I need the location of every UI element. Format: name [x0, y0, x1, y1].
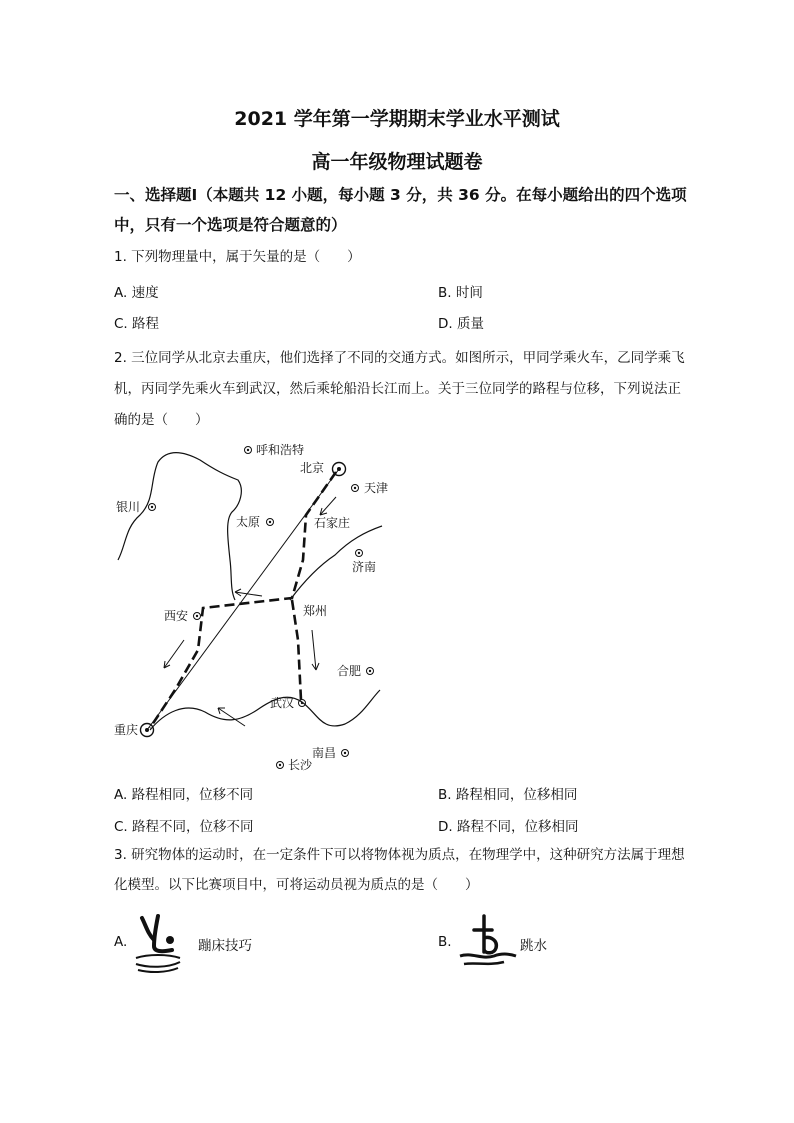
q2-option-d: D. 路程不同，位移相同 [438, 819, 579, 835]
label-nanchang: 南昌 [312, 746, 337, 760]
q2-stem-line3: 确的是（ ） [114, 412, 209, 428]
label-taiyuan: 太原 [236, 515, 261, 529]
q1-option-c: C. 路程 [114, 316, 160, 332]
q3-option-b-letter: B. [438, 934, 452, 950]
direction-arrow-5 [218, 708, 245, 726]
q1-option-b: B. 时间 [438, 285, 483, 301]
section-heading-line1: 一、选择题Ⅰ（本题共 12 小题，每小题 3 分，共 36 分。在每小题给出的四个选项 [114, 186, 687, 204]
label-hefei: 合肥 [337, 664, 362, 678]
label-shijiazhuang: 石家庄 [314, 516, 351, 530]
q3-stem-line1: 3. 研究物体的运动时，在一定条件下可以将物体视为质点，在物理学中，这种研究方法属于理想 [114, 847, 685, 863]
label-beijing: 北京 [300, 461, 325, 475]
trampoline-pictogram-icon [134, 912, 184, 974]
label-hohhot: 呼和浩特 [256, 443, 305, 457]
yangtze-river-line [150, 690, 380, 730]
q1-stem: 1. 下列物理量中，属于矢量的是（ ） [114, 249, 361, 265]
direction-arrow-3 [164, 640, 184, 668]
q3-option-a-label: 蹦床技巧 [198, 938, 252, 954]
q3-stem-line2: 化模型。以下比赛项目中，可将运动员视为质点的是（ ） [114, 877, 479, 893]
page-subtitle: 高一年级物理试题卷 [311, 151, 483, 173]
label-chongqing: 重庆 [114, 723, 139, 737]
q2-stem-line2: 机，丙同学先乘火车到武汉，然后乘轮船沿长江而上。关于三位同学的路程与位移，下列说法正 [114, 381, 681, 397]
label-xian: 西安 [164, 609, 189, 623]
label-yinchuan: 银川 [116, 500, 141, 514]
route-map-figure [110, 438, 400, 778]
q2-stem-line1: 2. 三位同学从北京去重庆，他们选择了不同的交通方式。如图所示，甲同学乘火车，乙同学乘飞 [114, 350, 685, 366]
q2-option-c: C. 路程不同，位移不同 [114, 819, 254, 835]
q1-option-a: A. 速度 [114, 285, 159, 301]
label-wuhan: 武汉 [270, 696, 295, 710]
direction-arrow-4 [312, 630, 319, 670]
q1-option-d: D. 质量 [438, 316, 484, 332]
section-heading-line2: 中，只有一个选项是符合题意的） [114, 216, 347, 234]
page-title: 2021 学年第一学期期末学业水平测试 [234, 108, 560, 130]
label-tianjin: 天津 [364, 481, 389, 495]
q2-option-a: A. 路程相同，位移不同 [114, 787, 254, 803]
label-changsha: 长沙 [288, 758, 313, 772]
diving-pictogram-icon [458, 912, 518, 972]
yellow-river-line [118, 453, 241, 600]
train-to-wuhan-line [292, 600, 301, 700]
q3-option-a-letter: A. [114, 934, 128, 950]
direction-arrow-1 [320, 497, 336, 515]
label-zhengzhou: 郑州 [303, 604, 328, 618]
q2-option-b: B. 路程相同，位移相同 [438, 787, 578, 803]
label-jinan: 济南 [352, 560, 377, 574]
q3-option-b-label: 跳水 [520, 938, 547, 954]
